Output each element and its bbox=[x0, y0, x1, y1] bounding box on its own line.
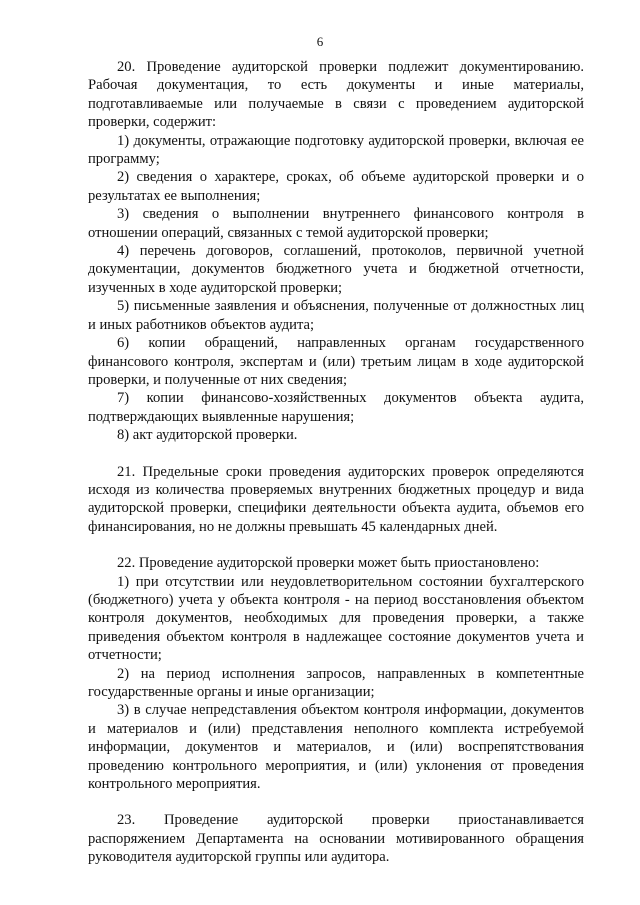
list-item: 2) сведения о характере, сроках, об объеме аудиторской проверки и о результатах ее выполнения; bbox=[88, 169, 584, 204]
section-20 bbox=[88, 58, 584, 445]
list-item: 2) на период исполнения запросов, направленных в компетентные государственные органы и иные организации; bbox=[88, 665, 584, 700]
paragraph: 20. Проведение аудиторской проверки подлежит документированию. Рабочая документация, то есть документы и иные материалы, подготавливаемые или получаемые в связи с проведением аудиторской проверки, содержит: bbox=[88, 59, 584, 131]
paragraph: 22. Проведение аудиторской проверки может быть приостановлено: bbox=[117, 555, 540, 572]
section-22 bbox=[88, 554, 584, 793]
list-item: 8) акт аудиторской проверки. bbox=[117, 427, 298, 444]
paragraph: 23. Проведение аудиторской проверки приостанавливается распоряжением Департамента на основании мотивированного обращения руководителя аудиторской группы или аудитора. bbox=[88, 812, 584, 866]
list-item: 3) в случае непредставления объектом контроля информации, документов и материалов и (или) представления неполного комплекта истребуемой информации, документов и материалов, и (или) воспрепятствования проведению контрольного мероприятия, и (или) уклонения от проведения контрольного мероприятия. bbox=[88, 702, 584, 793]
list-item: 6) копии обращений, направленных органам государственного финансового контроля, экспертам и (или) третьим лицам в ходе аудиторской проверки, и полученные от них сведения; bbox=[88, 335, 584, 388]
paragraph: 21. Предельные сроки проведения аудиторских проверок определяются исходя из количества проверяемых внутренних бюджетных процедур и вида аудиторской проверки, специфики деятельности объекта аудита, объемов его финансирования, но не должны превышать 45 календарных дней. bbox=[88, 463, 584, 535]
document-body bbox=[88, 58, 584, 867]
list-item: 1) при отсутствии или неудовлетворительном состоянии бухгалтерского (бюджетного) учета у объекта контроля - на период восстановления объектом контроля документов, необходимых для проведения проверки, а также приведения объектом контроля в надлежащее состояние документов учета и отчетности; bbox=[88, 573, 584, 664]
list-item: 4) перечень договоров, соглашений, протоколов, первичной учетной документации, документов бюджетного учета и бюджетной отчетности, изученных в ходе аудиторской проверки; bbox=[88, 243, 584, 296]
section-23 bbox=[88, 811, 584, 866]
section-21 bbox=[88, 463, 584, 537]
list-item: 1) документы, отражающие подготовку аудиторской проверки, включая ее программу; bbox=[88, 132, 584, 168]
list-item: 7) копии финансово-хозяйственных документов объекта аудита, подтверждающих выявленные нарушения; bbox=[88, 390, 584, 425]
page-number: 6 bbox=[316, 34, 324, 49]
list-item: 5) письменные заявления и объяснения, полученные от должностных лиц и иных работников объектов аудита; bbox=[88, 298, 584, 333]
list-item: 3) сведения о выполнении внутреннего финансового контроля в отношении операций, связанных с темой аудиторской проверки; bbox=[88, 206, 584, 241]
